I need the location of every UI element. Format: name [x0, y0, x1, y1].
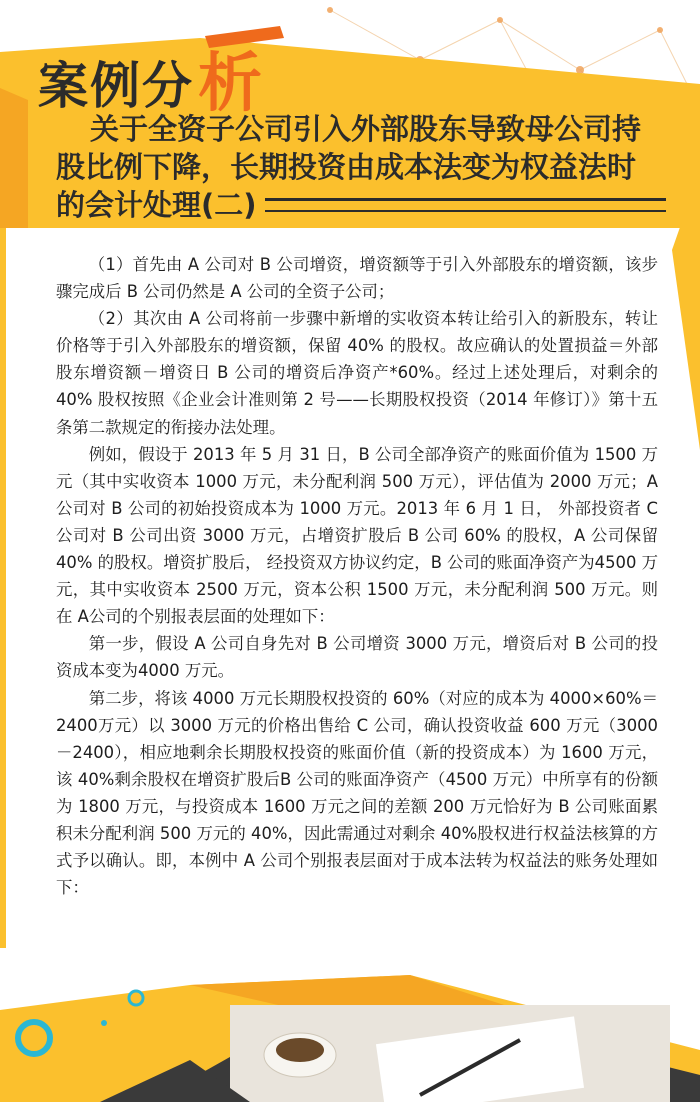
subtitle-line-3-row [56, 186, 670, 224]
paragraph-second-step: 第二步，将该 4000 万元长期股权投资的 60%（对应的成本为 4000×60%＝2400万元）以 3000 万元的价格出售给 C 公司，确认投资收益 600 万元（3000－2400），相应地剩余长期股权投资的账面价值（新的投资成本）为 1600 万元，该 40%剩余股权在增资扩股后B 公司的账面净资产（4500 万元）中所享有的份额为 1800 万元，与投资成本 1600 万元之间的差额 200 万元恰好为 B 公司账面累积未分配利润 500 万元的 40%，因此需通过对剩余 40%股权进行权益法核算的方式予以确认。即，本例中 A 公司个别报表层面对于成本法转为权益法的账务处理如下： [56, 688, 658, 898]
section-title [38, 30, 262, 122]
paragraph-first-step: 第一步，假设 A 公司自身先对 B 公司增资 3000 万元，增资后对 B 公司的投资成本变为4000 万元。 [56, 634, 658, 681]
subtitle-rule [265, 198, 666, 212]
subtitle-line-2: 股比例下降，长期投资由成本法变为权益法时 [56, 150, 637, 184]
subtitle-line-1: 关于全资子公司引入外部股东导致母公司持 [90, 112, 642, 146]
header-banner-corner [0, 88, 28, 228]
article-subtitle [56, 110, 670, 224]
section-title-main: 案例分 [38, 57, 194, 115]
article-body [56, 251, 658, 901]
cyan-dot [101, 1020, 107, 1026]
subtitle-line-3: 的会计处理(二) [56, 188, 257, 222]
coffee-cup-inner [276, 1038, 324, 1062]
paragraph-step1: （1）首先由 A 公司对 B 公司增资，增资额等于引入外部股东的增资额，该步骤完成后 B 公司仍然是 A 公司的全资子公司； [56, 255, 658, 302]
left-stripe [0, 228, 6, 948]
paragraph-example: 例如，假设于 2013 年 5 月 31 日，B 公司全部净资产的账面价值为 1500 万元（其中实收资本 1000 万元，未分配利润 500 万元），评估值为 2000 万元；A 公司对 B 公司的初始投资成本为 1000 万元。2013 年 6 月 1 日， 外部投资者 C 公司对 B 公司出资 3000 万元，占增资扩股后 B 公司 60% 的股权，A 公司保留 40% 的股权。增资扩股后， 经投资双方协议约定，B 公司的账面净资产为4500 万元，其中实收资本 2500 万元，资本公积 1500 万元，未分配利润 500 万元。则在 A公司的个别报表层面的处理如下： [56, 444, 658, 627]
section-title-accent: 析 [198, 47, 262, 121]
paragraph-step2: （2）其次由 A 公司将前一步骤中新增的实收资本转让给引入的新股东，转让价格等于引入外部股东的增资额，保留 40% 的股权。故应确认的处置损益＝外部股东增资额－增资日 B 公司的增资后净资产*60%。经过上述处理后，对剩余的 40% 股权按照《企业会计准则第 2 号——长期股权投资（2014 年修订）》第十五条第二款规定的衔接办法处理。 [56, 309, 658, 437]
